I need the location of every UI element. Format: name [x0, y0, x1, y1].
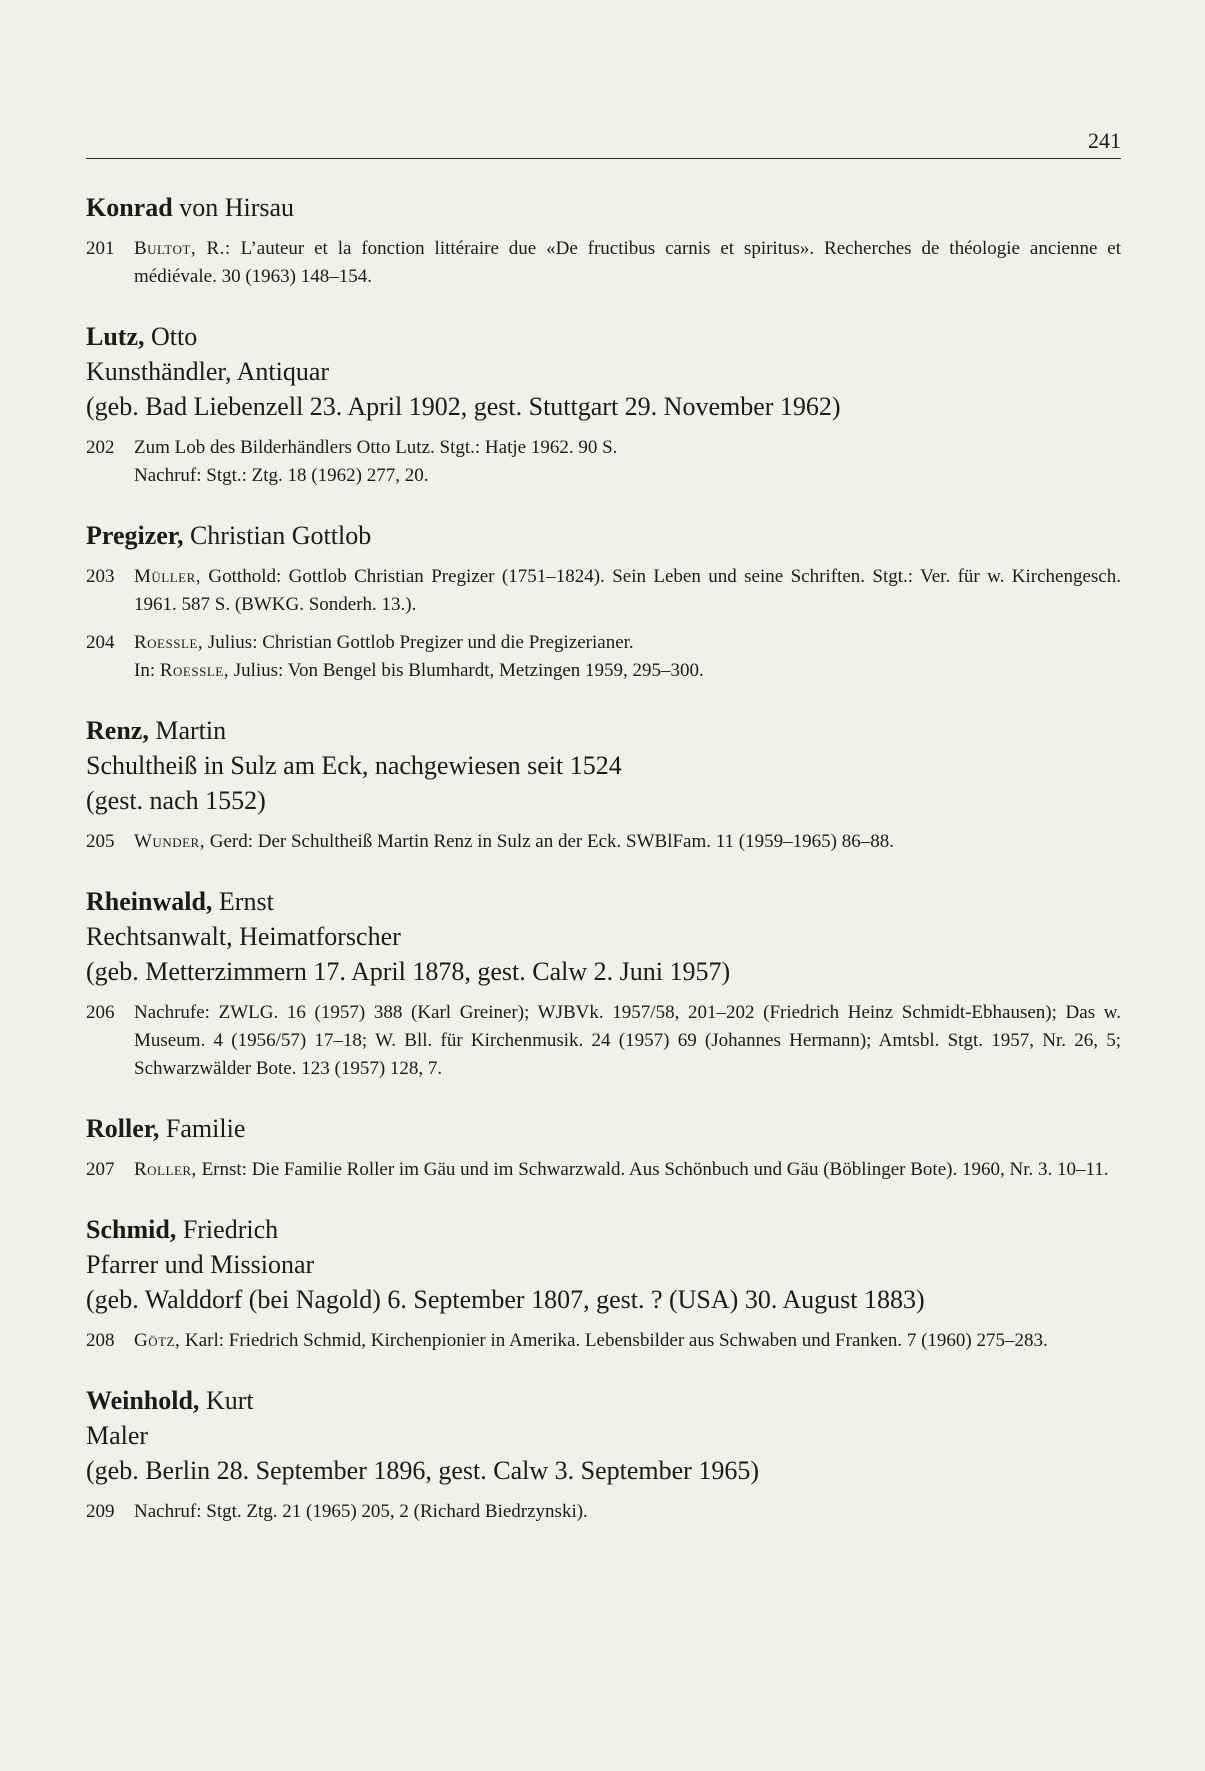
item-author: Wunder, [134, 831, 205, 852]
entry-surname: Roller, [86, 1114, 160, 1143]
item-citation: Nachruf: Stgt. Ztg. 21 (1965) 205, 2 (Richard Biedrzynski). [134, 1501, 588, 1522]
bibliography-item [86, 563, 1121, 619]
entry-detail-line: (gest. nach 1552) [86, 786, 266, 815]
entry-surname: Schmid, [86, 1215, 177, 1244]
register-entry [86, 518, 1121, 685]
entry-detail-line: Schultheiß in Sulz am Eck, nachgewiesen seit 1524 [86, 751, 622, 780]
item-number: 206 [86, 1002, 115, 1023]
item-number: 209 [86, 1501, 115, 1522]
entry-detail-line: (geb. Berlin 28. September 1896, gest. Calw 3. September 1965) [86, 1456, 759, 1485]
item-citation: Ernst: Die Familie Roller im Gäu und im Schwarzwald. Aus Schönbuch und Gäu (Böblinger Bote). 1960, Nr. 3. 10–11. [196, 1159, 1109, 1180]
bibliography-item [86, 828, 1121, 856]
entry-detail-line: (geb. Metterzimmern 17. April 1878, gest. Calw 2. Juni 1957) [86, 957, 731, 986]
register-entry [86, 319, 1121, 490]
bibliography-item [86, 235, 1121, 291]
register-entry [86, 1383, 1121, 1526]
entries-list [86, 190, 1121, 1526]
item-author: Müller, [134, 566, 202, 587]
item-author: Götz, [134, 1330, 181, 1351]
entry-given-name: Familie [159, 1114, 246, 1143]
entry-heading [86, 1111, 1121, 1146]
item-citation: Gerd: Der Schultheiß Martin Renz in Sulz an der Eck. SWBlFam. 11 (1959–1965) 86–88. [204, 831, 894, 852]
item-citation: Zum Lob des Bilderhändlers Otto Lutz. Stgt.: Hatje 1962. 90 S. [134, 437, 618, 458]
item-in-prefix: In: [134, 660, 160, 681]
item-number: 201 [86, 238, 115, 259]
entry-surname: Rheinwald, [86, 887, 213, 916]
entry-detail-line: (geb. Bad Liebenzell 23. April 1902, gest. Stuttgart 29. November 1962) [86, 392, 841, 421]
item-citation: Karl: Friedrich Schmid, Kirchenpionier in Amerika. Lebensbilder aus Schwaben und Franken. 7 (1960) 275–283. [180, 1330, 1048, 1351]
bibliography-item [86, 1327, 1121, 1355]
item-author: Roessle, [134, 632, 204, 653]
entry-given-name: Kurt [199, 1386, 254, 1415]
register-entry [86, 190, 1121, 291]
entry-detail-line: Rechtsanwalt, Heimatforscher [86, 922, 401, 951]
item-citation: Julius: Von Bengel bis Blumhardt, Metzingen 1959, 295–300. [228, 660, 704, 681]
entry-heading [86, 713, 1121, 748]
item-text [134, 999, 1121, 1083]
entry-surname: Weinhold, [86, 1386, 200, 1415]
bibliography-item [86, 1156, 1121, 1184]
item-number: 207 [86, 1159, 115, 1180]
entry-heading [86, 319, 1121, 354]
entry-given-name: Friedrich [176, 1215, 279, 1244]
entry-heading [86, 518, 1121, 553]
entry-given-name: Martin [148, 716, 227, 745]
bibliography-item [86, 629, 1121, 685]
entry-given-name: von Hirsau [172, 193, 295, 222]
entry-heading [86, 884, 1121, 919]
bibliography-item [86, 434, 1121, 490]
item-text [134, 434, 1121, 490]
bibliography-item [86, 999, 1121, 1083]
entry-detail-line: Maler [86, 1421, 149, 1450]
item-text [134, 1156, 1121, 1184]
item-text [134, 563, 1121, 619]
entry-heading [86, 1383, 1121, 1418]
entry-detail-line: (geb. Walddorf (bei Nagold) 6. September 1807, gest. ? (USA) 30. August 1883) [86, 1285, 925, 1314]
register-entry [86, 1111, 1121, 1184]
header-rule [86, 158, 1121, 159]
entry-given-name: Ernst [212, 887, 274, 916]
item-author: Bultot, R.: [134, 238, 231, 259]
entry-surname: Pregizer, [86, 521, 184, 550]
item-text [134, 235, 1121, 291]
bibliography-item [86, 1498, 1121, 1526]
item-text [134, 828, 1121, 856]
register-entry [86, 884, 1121, 1083]
entry-given-name: Otto [144, 322, 198, 351]
entry-detail-line: Pfarrer und Missionar [86, 1250, 315, 1279]
item-text [134, 629, 1121, 685]
entry-heading [86, 190, 1121, 225]
item-citation: Nachrufe: ZWLG. 16 (1957) 388 (Karl Greiner); WJBVk. 1957/58, 201–202 (Friedrich Heinz Schmidt-Ebhausen); Das w. Museum. 4 (1956/57) 17–18; W. Bll. für Kirchenmusik. 24 (1957) 69 (Johannes Hermann); Amtsbl. Stgt. 1957, Nr. 26, 5; Schwarzwälder Bote. 123 (1957) 128, 7. [134, 1002, 1121, 1079]
item-number: 204 [86, 632, 115, 653]
item-text [134, 1498, 1121, 1526]
entry-given-name: Christian Gottlob [183, 521, 372, 550]
item-author: Roessle, [159, 660, 229, 681]
page-number: 241 [1088, 128, 1121, 153]
entry-heading [86, 1212, 1121, 1247]
entry-surname: Konrad [86, 193, 173, 222]
entry-detail-line: Kunsthändler, Antiquar [86, 357, 330, 386]
item-number: 203 [86, 566, 115, 587]
item-citation: L’auteur et la fonction littéraire due «De fructibus carnis et spiritus». Recherches de théologie ancienne et médiévale. 30 (1963) 148–154. [134, 238, 1121, 287]
register-entry [86, 1212, 1121, 1355]
item-citation: Gotthold: Gottlob Christian Pregizer (1751–1824). Sein Leben und seine Schriften. Stgt.: Ver. für w. Kirchengesch. 1961. 587 S. (BWKG. Sonderh. 13.). [134, 566, 1121, 615]
item-number: 202 [86, 437, 115, 458]
register-entry [86, 713, 1121, 856]
item-text [134, 1327, 1121, 1355]
item-number: 205 [86, 831, 115, 852]
entry-surname: Renz, [86, 716, 149, 745]
entry-surname: Lutz, [86, 322, 145, 351]
item-citation: Julius: Christian Gottlob Pregizer und die Pregizerianer. [203, 632, 634, 653]
item-citation-continued: Nachruf: Stgt.: Ztg. 18 (1962) 277, 20. [134, 465, 429, 486]
item-author: Roller, [134, 1159, 197, 1180]
item-number: 208 [86, 1330, 115, 1351]
